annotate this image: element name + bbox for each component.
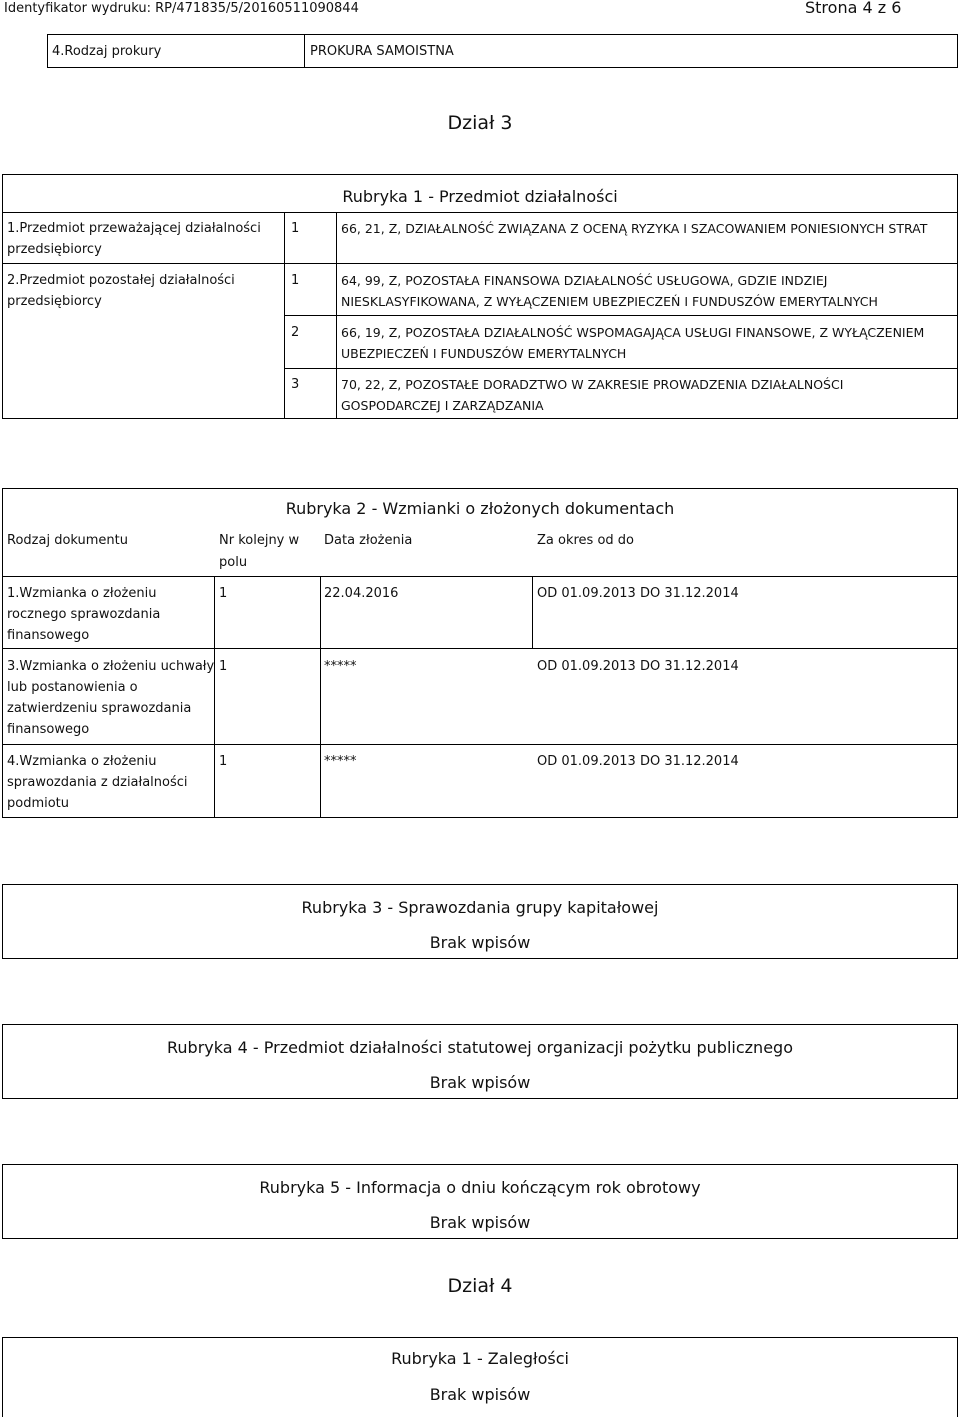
activity-text: 66, 19, Z, POZOSTAŁA DZIAŁALNOŚĆ WSPOMAGAJĄCA USŁUGI FINANSOWE, Z WYŁĄCZENIEM <box>341 325 925 340</box>
col-header-okres: Za okres od do <box>537 533 634 548</box>
document-date: ***** <box>324 754 357 769</box>
page-number: Strona 4 z 6 <box>805 0 902 17</box>
col-header-nr: Nr kolejny w <box>219 533 300 548</box>
document-nr: 1 <box>219 754 228 769</box>
section-title-dzial-4: Dział 4 <box>447 1275 513 1297</box>
activity-text: GOSPODARCZEJ I ZARZĄDZANIA <box>341 398 544 413</box>
document-period: OD 01.09.2013 DO 31.12.2014 <box>537 659 739 674</box>
document-type: 1.Wzmianka o złożeniu <box>7 586 157 601</box>
document-type: rocznego sprawozdania <box>7 607 161 622</box>
document-nr: 1 <box>219 659 228 674</box>
col-header-rodzaj: Rodzaj dokumentu <box>7 533 128 548</box>
document-type: 3.Wzmianka o złożeniu uchwały <box>7 659 215 674</box>
activity-text: 70, 22, Z, POZOSTAŁE DORADZTWO W ZAKRESIE PROWADZENIA DZIAŁALNOŚCI <box>341 377 844 392</box>
przedmiot-przewazajacej-label-2: przedsiębiorcy <box>7 242 102 257</box>
col-header-data: Data złożenia <box>324 533 413 548</box>
document-date: 22.04.2016 <box>324 586 399 601</box>
document-date: ***** <box>324 659 357 674</box>
prokura-value: PROKURA SAMOISTNA <box>310 44 454 59</box>
dzial-4-rubryka-1-empty: Brak wpisów <box>429 1385 531 1404</box>
przedmiot-pozostalej-label-2: przedsiębiorcy <box>7 294 102 309</box>
activity-text: 66, 21, Z, DZIAŁALNOŚĆ ZWIĄZANA Z OCENĄ RYZYKA I SZACOWANIEM PONIESIONYCH STRAT <box>341 221 928 236</box>
document-period: OD 01.09.2013 DO 31.12.2014 <box>537 754 739 769</box>
row-number: 2 <box>291 325 300 340</box>
rubryka-4-title: Rubryka 4 - Przedmiot działalności statutowej organizacji pożytku publicznego <box>167 1038 793 1057</box>
rubryka-5-empty: Brak wpisów <box>429 1213 531 1232</box>
row-number: 3 <box>291 377 300 392</box>
col-header-nr-2: polu <box>219 555 248 570</box>
document-period: OD 01.09.2013 DO 31.12.2014 <box>537 586 739 601</box>
rubryka-2-title: Rubryka 2 - Wzmianki o złożonych dokumentach <box>285 499 675 518</box>
row-number: 1 <box>291 273 300 288</box>
prokura-label: 4.Rodzaj prokury <box>52 44 162 59</box>
dzial-4-rubryka-1-title: Rubryka 1 - Zaległości <box>391 1349 569 1368</box>
activity-text: UBEZPIECZEŃ I FUNDUSZÓW EMERYTALNYCH <box>341 346 627 361</box>
przedmiot-przewazajacej-label-1: 1.Przedmiot przeważającej działalności <box>7 221 261 236</box>
prokura-row <box>47 34 958 68</box>
activity-text: 64, 99, Z, POZOSTAŁA FINANSOWA DZIAŁALNOŚĆ USŁUGOWA, GDZIE INDZIEJ <box>341 273 828 288</box>
document-nr: 1 <box>219 586 228 601</box>
rubryka-3-title: Rubryka 3 - Sprawozdania grupy kapitałowej <box>301 898 659 917</box>
print-identifier: Identyfikator wydruku: RP/471835/5/20160511090844 <box>4 1 359 16</box>
document-type: sprawozdania z działalności <box>7 775 188 790</box>
document-type: podmiotu <box>7 796 70 811</box>
przedmiot-pozostalej-label-1: 2.Przedmiot pozostałej działalności <box>7 273 235 288</box>
rubryka-5-title: Rubryka 5 - Informacja o dniu kończącym rok obrotowy <box>259 1178 701 1197</box>
rubryka-3-empty: Brak wpisów <box>429 933 531 952</box>
row-number: 1 <box>291 221 300 236</box>
section-title-dzial-3: Dział 3 <box>447 112 513 134</box>
rubryka-4-empty: Brak wpisów <box>429 1073 531 1092</box>
document-type: finansowego <box>7 722 90 737</box>
rubryka-1-title: Rubryka 1 - Przedmiot działalności <box>342 187 618 206</box>
document-type: zatwierdzeniu sprawozdania <box>7 701 192 716</box>
document-type: 4.Wzmianka o złożeniu <box>7 754 157 769</box>
document-type: lub postanowienia o <box>7 680 138 695</box>
document-type: finansowego <box>7 628 90 643</box>
activity-text: NIESKLASYFIKOWANA, Z WYŁĄCZENIEM UBEZPIECZEŃ I FUNDUSZÓW EMERYTALNYCH <box>341 294 878 309</box>
